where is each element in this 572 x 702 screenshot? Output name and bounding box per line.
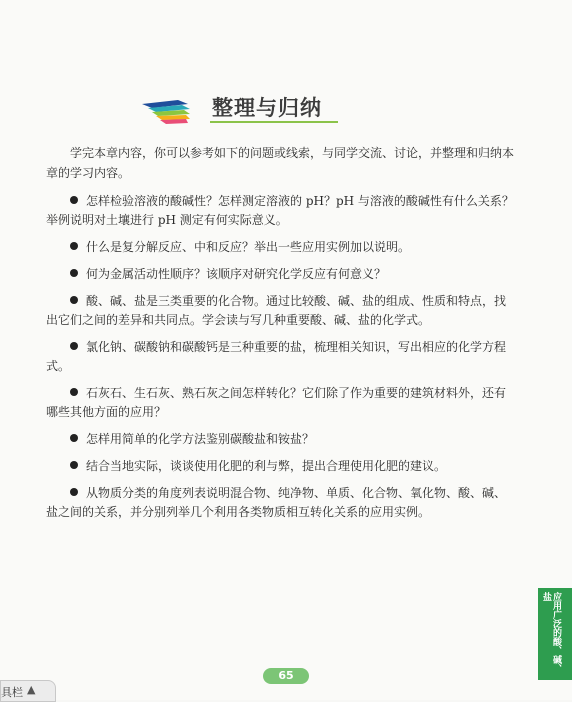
list-item [46, 457, 516, 476]
list-item [46, 384, 516, 422]
list-item [46, 265, 516, 284]
page-title: 整理与归纳 [212, 96, 322, 120]
list-item-text: 石灰石、生石灰、熟石灰之间怎样转化？它们除了作为重要的建筑材料外，还有哪些其他方面的应用？ [46, 386, 507, 419]
list-item-text: 怎样检验溶液的酸碱性？怎样测定溶液的 pH？pH 与溶液的酸碱性有什么关系？举例说明对土壤进行 pH 测定有何实际意义。 [46, 194, 514, 227]
bullet-icon [70, 342, 78, 350]
chapter-side-tab-label: 应用广泛的酸、碱、盐 [541, 592, 561, 673]
list-item [46, 484, 516, 522]
chapter-side-tab [538, 588, 572, 680]
list-item-text: 结合当地实际，谈谈使用化肥的利与弊，提出合理使用化肥的建议。 [86, 459, 447, 473]
bullet-icon [70, 196, 78, 204]
page-number: 65 [278, 669, 294, 682]
list-item-text: 酸、碱、盐是三类重要的化合物。通过比较酸、碱、盐的组成、性质和特点，找出它们之间的差异和共同点。学会读与写几种重要酸、碱、盐的化学式。 [46, 294, 507, 327]
toolbar-label: 具栏 [1, 686, 23, 699]
list-item-text: 何为金属活动性顺序？该顺序对研究化学反应有何意义？ [86, 267, 387, 281]
intro-paragraph: 学完本章内容，你可以参考如下的问题或线索，与同学交流、讨论，并整理和归纳本章的学习内容。 [46, 146, 515, 180]
caret-up-icon[interactable]: ▲ [27, 683, 36, 696]
list-item-text: 氯化钠、碳酸钠和碳酸钙是三种重要的盐，梳理相关知识，写出相应的化学方程式。 [46, 340, 507, 373]
list-item [46, 238, 516, 257]
bullet-icon [70, 242, 78, 250]
bullet-icon [70, 388, 78, 396]
list-item-text: 什么是复分解反应、中和反应？举出一些应用实例加以说明。 [86, 240, 411, 254]
bullet-icon [70, 296, 78, 304]
list-item [46, 192, 516, 230]
bullet-icon [70, 461, 78, 469]
toolbar-toggle[interactable] [0, 680, 56, 702]
bullet-icon [70, 488, 78, 496]
bullet-icon [70, 269, 78, 277]
list-item [46, 338, 516, 376]
list-item-text: 怎样用简单的化学方法鉴别碳酸盐和铵盐？ [86, 432, 315, 446]
list-item [46, 430, 516, 449]
bullet-icon [70, 434, 78, 442]
list-item-text: 从物质分类的角度列表说明混合物、纯净物、单质、化合物、氧化物、酸、碱、盐之间的关系，并分别列举几个利用各类物质相互转化关系的应用实例。 [46, 486, 507, 519]
review-items-list [46, 192, 516, 530]
section-logo-icon [142, 96, 192, 124]
title-underline [210, 121, 338, 123]
list-item [46, 292, 516, 330]
